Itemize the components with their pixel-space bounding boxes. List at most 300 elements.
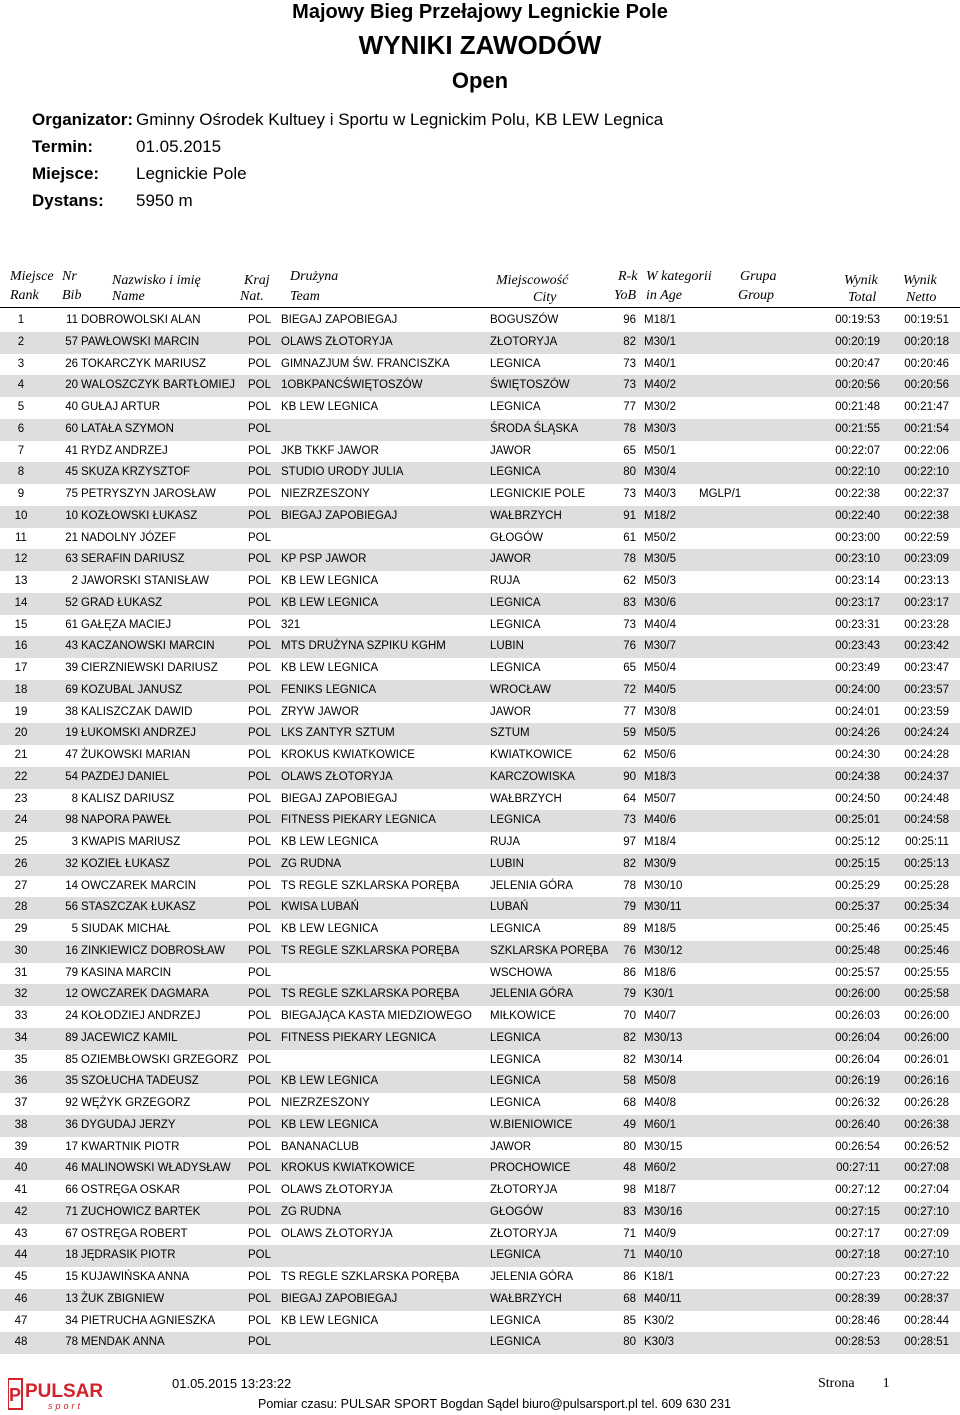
table-row: [0, 745, 960, 767]
name-cell: GUŁAJ ARTUR: [81, 401, 161, 413]
total-time-cell: 00:24:30: [835, 749, 880, 761]
team-cell: BIEGAJ ZAPOBIEGAJ: [281, 1292, 398, 1305]
bib-cell: 92: [65, 1097, 78, 1109]
city-cell: SZKLARSKA PORĘBA: [490, 944, 609, 957]
header-total-pl: Wynik: [844, 273, 878, 288]
name-cell: WALOSZCZYK BARTŁOMIEJ: [81, 379, 235, 392]
netto-time-cell: 00:25:45: [904, 923, 949, 935]
page-label: Strona: [818, 1376, 855, 1391]
nat-cell: POL: [248, 1162, 272, 1175]
table-row: [0, 354, 960, 376]
nat-cell: POL: [248, 1031, 272, 1044]
netto-time-cell: 00:23:47: [904, 662, 949, 674]
header-group-en: Group: [738, 288, 775, 303]
city-cell: JAWOR: [490, 705, 532, 718]
netto-time-cell: 00:21:47: [904, 401, 949, 413]
bib-cell: 52: [65, 596, 78, 609]
yob-cell: 72: [623, 683, 636, 696]
header-yob-pl: R-k: [618, 269, 638, 284]
city-cell: JELENIA GÓRA: [490, 1271, 574, 1283]
nat-cell: POL: [248, 901, 272, 914]
header-netto-en: Netto: [906, 290, 937, 305]
yob-cell: 86: [623, 966, 636, 979]
yob-cell: 80: [623, 466, 636, 479]
total-time-cell: 00:25:37: [835, 901, 880, 914]
bib-cell: 8: [71, 792, 78, 805]
table-row: [0, 919, 960, 941]
age-category-cell: M30/11: [644, 901, 682, 914]
bib-cell: 67: [65, 1227, 78, 1240]
rank-cell: 38: [14, 1118, 28, 1131]
total-time-cell: 00:23:10: [835, 553, 880, 566]
rank-cell: 44: [14, 1249, 28, 1262]
rank-cell: 12: [14, 553, 28, 566]
netto-time-cell: 00:27:10: [904, 1249, 949, 1262]
name-cell: GRAD ŁUKASZ: [81, 596, 163, 609]
bib-cell: 85: [65, 1053, 78, 1066]
distance-value: 5950 m: [136, 191, 193, 210]
yob-cell: 79: [623, 901, 636, 914]
name-cell: KOZIEŁ ŁUKASZ: [81, 857, 170, 870]
name-cell: OWCZAREK DAGMARA: [81, 988, 209, 1001]
nat-cell: POL: [248, 357, 272, 370]
bib-cell: 3: [71, 836, 78, 848]
total-time-cell: 00:23:00: [835, 531, 880, 544]
header-total-en: Total: [848, 290, 877, 305]
name-cell: KUJAWIŃSKA ANNA: [81, 1271, 190, 1283]
total-time-cell: 00:21:48: [835, 401, 880, 413]
table-row: [0, 310, 960, 332]
bib-cell: 38: [65, 705, 78, 718]
name-cell: JAWORSKI STANISŁAW: [81, 575, 210, 587]
table-row: [0, 810, 960, 832]
total-time-cell: 00:27:17: [835, 1227, 880, 1240]
nat-cell: POL: [248, 1314, 272, 1327]
rank-cell: 45: [14, 1271, 28, 1283]
yob-cell: 91: [623, 509, 636, 522]
team-cell: KROKUS KWIATKOWICE: [281, 749, 415, 761]
yob-cell: 73: [623, 357, 636, 370]
bib-cell: 16: [65, 944, 78, 957]
header-rank-en: Rank: [10, 288, 39, 303]
page-footer: [0, 1373, 960, 1415]
logo-subtext: sport: [48, 1401, 84, 1411]
total-time-cell: 00:26:04: [835, 1053, 880, 1066]
total-time-cell: 00:26:54: [835, 1140, 880, 1153]
age-category-cell: M50/1: [644, 444, 676, 457]
name-cell: PAWŁOWSKI MARCIN: [81, 335, 200, 348]
nat-cell: POL: [248, 1010, 272, 1022]
bib-cell: 19: [65, 727, 78, 740]
netto-time-cell: 00:24:24: [904, 727, 949, 740]
city-cell: ŚRODA ŚLĄSKA: [490, 422, 579, 435]
rank-cell: 11: [15, 531, 27, 544]
rank-cell: 8: [17, 466, 25, 479]
header-team-en: Team: [290, 289, 320, 304]
table-row: [0, 963, 960, 985]
rank-cell: 27: [14, 879, 28, 892]
logo-wordmark: PULSAR: [25, 1381, 104, 1402]
name-cell: SKUZA KRZYSZTOF: [81, 466, 191, 479]
name-cell: LATAŁA SZYMON: [81, 422, 174, 435]
rank-cell: 29: [14, 923, 28, 935]
name-cell: KACZANOWSKI MARCIN: [81, 640, 215, 653]
yob-cell: 90: [623, 770, 636, 783]
total-time-cell: 00:27:18: [835, 1249, 880, 1262]
city-cell: ZŁOTORYJA: [490, 335, 558, 348]
nat-cell: POL: [248, 1336, 272, 1349]
nat-cell: POL: [248, 923, 272, 935]
total-time-cell: 00:25:29: [835, 879, 880, 892]
nat-cell: POL: [248, 575, 272, 587]
age-category-cell: M40/10: [644, 1249, 683, 1262]
name-cell: SZOŁUCHA TADEUSZ: [81, 1075, 199, 1088]
bib-cell: 43: [65, 640, 78, 653]
city-cell: LEGNICA: [490, 1249, 541, 1262]
nat-cell: POL: [248, 1271, 272, 1283]
total-time-cell: 00:28:46: [835, 1314, 880, 1327]
yob-cell: 83: [623, 1205, 636, 1218]
age-category-cell: M40/3: [644, 488, 676, 500]
city-cell: SZTUM: [490, 727, 530, 740]
table-row: [0, 1071, 960, 1093]
bib-cell: 60: [65, 422, 78, 435]
netto-time-cell: 00:22:10: [904, 466, 949, 479]
nat-cell: POL: [248, 1227, 272, 1240]
yob-cell: 73: [623, 379, 636, 392]
city-cell: JAWOR: [490, 444, 532, 457]
nat-cell: POL: [248, 749, 272, 761]
total-time-cell: 00:24:26: [835, 727, 880, 740]
name-cell: KOZUBAL JANUSZ: [81, 683, 183, 696]
yob-cell: 73: [623, 488, 636, 500]
age-category-cell: M18/6: [644, 966, 676, 979]
bib-cell: 75: [65, 488, 78, 500]
netto-time-cell: 00:22:38: [904, 509, 949, 522]
nat-cell: POL: [248, 1140, 272, 1153]
table-row: [0, 789, 960, 811]
table-row: [0, 1158, 960, 1180]
total-time-cell: 00:20:56: [835, 379, 880, 392]
date-label: Termin:: [32, 137, 94, 156]
total-time-cell: 00:25:12: [835, 836, 880, 848]
age-category-cell: M50/6: [644, 749, 676, 761]
netto-time-cell: 00:27:10: [904, 1205, 949, 1218]
age-category-cell: M30/15: [644, 1140, 683, 1153]
nat-cell: POL: [248, 966, 272, 979]
total-time-cell: 00:27:12: [835, 1184, 880, 1196]
netto-time-cell: 00:26:38: [904, 1118, 949, 1131]
bib-cell: 54: [65, 770, 78, 783]
name-cell: DYGUDAJ JERZY: [81, 1118, 176, 1131]
city-cell: ZŁOTORYJA: [490, 1184, 558, 1196]
city-cell: LUBAŃ: [490, 901, 529, 914]
netto-time-cell: 00:26:00: [904, 1010, 949, 1022]
total-time-cell: 00:26:40: [835, 1118, 880, 1131]
total-time-cell: 00:24:00: [835, 683, 880, 696]
rank-cell: 21: [14, 749, 28, 761]
team-cell: GIMNAZJUM ŚW. FRANCISZKA: [281, 357, 450, 370]
team-cell: ZG RUDNA: [281, 857, 342, 870]
nat-cell: POL: [248, 553, 272, 566]
team-cell: KB LEW LEGNICA: [281, 836, 379, 848]
nat-cell: POL: [248, 466, 272, 479]
bib-cell: 79: [65, 966, 78, 979]
netto-time-cell: 00:27:22: [904, 1271, 949, 1283]
nat-cell: POL: [248, 531, 272, 544]
rank-cell: 39: [14, 1140, 28, 1153]
name-cell: NADOLNY JÓZEF: [81, 531, 176, 544]
team-cell: KP PSP JAWOR: [281, 553, 367, 566]
rank-cell: 19: [14, 705, 28, 718]
nat-cell: POL: [248, 488, 272, 500]
bib-cell: 46: [65, 1162, 78, 1175]
name-cell: GAŁĘZA MACIEJ: [81, 618, 172, 631]
name-cell: SIUDAK MICHAŁ: [81, 923, 171, 935]
bib-cell: 78: [65, 1336, 78, 1349]
team-cell: 1OBKPANCŚWIĘTOSZÓW: [281, 379, 423, 392]
age-category-cell: M50/5: [644, 727, 676, 740]
table-row: [0, 984, 960, 1006]
city-cell: LEGNICA: [490, 1314, 541, 1327]
name-cell: KWARTNIK PIOTR: [81, 1140, 180, 1153]
nat-cell: POL: [248, 1292, 272, 1305]
bib-cell: 21: [65, 531, 78, 544]
bib-cell: 40: [65, 401, 78, 413]
city-cell: LEGNICA: [490, 923, 541, 935]
table-row: [0, 1202, 960, 1224]
nat-cell: POL: [248, 314, 272, 326]
team-cell: TS REGLE SZKLARSKA PORĘBA: [281, 988, 460, 1001]
nat-cell: POL: [248, 1249, 272, 1262]
name-cell: KOZŁOWSKI ŁUKASZ: [81, 509, 198, 522]
city-cell: KARCZOWISKA: [490, 770, 575, 783]
yob-cell: 82: [623, 857, 636, 870]
nat-cell: POL: [248, 683, 272, 696]
city-cell: RUJA: [490, 836, 521, 848]
organizer-label: Organizator:: [32, 110, 134, 129]
age-category-cell: M30/10: [644, 879, 683, 892]
yob-cell: 49: [623, 1118, 636, 1131]
yob-cell: 65: [623, 662, 636, 674]
table-row: [0, 1180, 960, 1202]
yob-cell: 71: [623, 1227, 636, 1240]
name-cell: OSTRĘGA OSKAR: [81, 1184, 181, 1196]
city-cell: JAWOR: [490, 553, 532, 566]
city-cell: PROCHOWICE: [490, 1162, 571, 1175]
team-cell: OLAWS ZŁOTORYJA: [281, 770, 393, 783]
rank-cell: 25: [14, 836, 28, 848]
nat-cell: POL: [248, 422, 272, 435]
total-time-cell: 00:26:03: [835, 1010, 880, 1022]
table-row: [0, 636, 960, 658]
name-cell: ZUCHOWICZ BARTEK: [81, 1205, 201, 1218]
total-time-cell: 00:25:48: [835, 944, 880, 957]
team-cell: BIEGAJĄCA KASTA MIEDZIOWEGO: [281, 1010, 472, 1022]
age-category-cell: M40/9: [644, 1227, 676, 1240]
team-cell: NIEZRZESZONY: [281, 488, 370, 500]
team-cell: STUDIO URODY JULIA: [281, 466, 404, 479]
table-row: [0, 1224, 960, 1246]
rank-cell: 24: [14, 814, 28, 827]
team-cell: FITNESS PIEKARY LEGNICA: [281, 814, 436, 827]
nat-cell: POL: [248, 770, 272, 783]
rank-cell: 10: [14, 509, 28, 522]
age-category-cell: K30/1: [644, 988, 675, 1001]
table-row: [0, 528, 960, 550]
netto-time-cell: 00:25:55: [904, 966, 949, 979]
yob-cell: 82: [623, 1053, 636, 1066]
table-row: [0, 419, 960, 441]
header-bib-en: Bib: [62, 288, 82, 303]
table-header: [0, 264, 960, 310]
netto-time-cell: 00:26:52: [904, 1140, 949, 1153]
total-time-cell: 00:24:50: [835, 792, 880, 805]
name-cell: SERAFIN DARIUSZ: [81, 553, 185, 566]
nat-cell: POL: [248, 444, 272, 457]
name-cell: KOŁODZIEJ ANDRZEJ: [81, 1010, 201, 1022]
city-cell: JELENIA GÓRA: [490, 988, 574, 1001]
nat-cell: POL: [248, 618, 272, 631]
age-category-cell: M50/3: [644, 575, 676, 587]
rank-cell: 28: [14, 901, 28, 914]
total-time-cell: 00:28:39: [835, 1292, 880, 1305]
yob-cell: 58: [623, 1075, 636, 1088]
team-cell: ZRYW JAWOR: [281, 705, 359, 718]
table-row: [0, 1093, 960, 1115]
age-category-cell: M30/8: [644, 705, 676, 718]
city-cell: LEGNICA: [490, 1336, 541, 1349]
age-category-cell: M40/11: [644, 1292, 682, 1305]
table-row: [0, 1028, 960, 1050]
city-cell: KWIATKOWICE: [490, 749, 573, 761]
name-cell: TOKARCZYK MARIUSZ: [81, 357, 207, 370]
age-category-cell: K30/2: [644, 1314, 675, 1327]
distance-label: Dystans:: [32, 191, 104, 210]
total-time-cell: 00:22:40: [835, 509, 880, 522]
yob-cell: 97: [623, 836, 636, 848]
bib-cell: 61: [65, 618, 78, 631]
rank-cell: 30: [14, 944, 28, 957]
name-cell: STASZCZAK ŁUKASZ: [81, 901, 196, 914]
age-category-cell: M30/7: [644, 640, 676, 653]
netto-time-cell: 00:23:42: [904, 640, 949, 653]
age-category-cell: M40/2: [644, 379, 676, 392]
pulsar-logo: [8, 1377, 114, 1411]
age-category-cell: K18/1: [644, 1271, 675, 1283]
total-time-cell: 00:25:57: [835, 966, 880, 979]
rank-cell: 22: [14, 770, 28, 783]
age-category-cell: M50/2: [644, 531, 676, 544]
rank-cell: 14: [14, 596, 28, 609]
yob-cell: 62: [623, 749, 636, 761]
name-cell: PETRYSZYN JAROSŁAW: [81, 488, 216, 500]
yob-cell: 80: [623, 1336, 636, 1349]
rank-cell: 37: [14, 1097, 28, 1109]
city-cell: LEGNICA: [490, 596, 541, 609]
total-time-cell: 00:20:47: [835, 357, 880, 370]
nat-cell: POL: [248, 379, 272, 392]
nat-cell: POL: [248, 836, 272, 848]
bib-cell: 56: [65, 901, 78, 914]
age-category-cell: M60/2: [644, 1162, 676, 1175]
name-cell: NAPORA PAWEŁ: [81, 814, 172, 827]
rank-cell: 4: [17, 379, 25, 392]
yob-cell: 59: [623, 727, 636, 740]
team-cell: NIEZRZESZONY: [281, 1097, 370, 1109]
bib-cell: 34: [65, 1314, 78, 1327]
yob-cell: 65: [623, 444, 636, 457]
rank-cell: 48: [14, 1336, 28, 1349]
yob-cell: 68: [623, 1097, 636, 1109]
bib-cell: 13: [65, 1292, 78, 1305]
yob-cell: 61: [623, 531, 636, 544]
netto-time-cell: 00:26:28: [904, 1097, 949, 1109]
city-cell: LEGNICA: [490, 814, 541, 827]
category-title: Open: [451, 68, 509, 93]
city-cell: RUJA: [490, 575, 521, 587]
nat-cell: POL: [248, 1184, 272, 1196]
nat-cell: POL: [248, 1118, 272, 1131]
header-cat-en: in Age: [646, 288, 682, 303]
total-time-cell: 00:27:23: [835, 1271, 880, 1283]
table-row: [0, 854, 960, 876]
yob-cell: 62: [623, 575, 636, 587]
total-time-cell: 00:26:00: [835, 988, 880, 1001]
team-cell: BIEGAJ ZAPOBIEGAJ: [281, 509, 398, 522]
total-time-cell: 00:26:19: [835, 1075, 880, 1088]
age-category-cell: M40/5: [644, 683, 676, 696]
yob-cell: 78: [623, 879, 636, 892]
total-time-cell: 00:19:53: [835, 314, 880, 326]
table-row: [0, 897, 960, 919]
netto-time-cell: 00:27:04: [904, 1184, 949, 1196]
table-row: [0, 1006, 960, 1028]
netto-time-cell: 00:22:59: [904, 531, 949, 544]
age-category-cell: M30/1: [644, 335, 676, 348]
bib-cell: 69: [65, 683, 78, 696]
city-cell: WROCŁAW: [490, 683, 551, 696]
nat-cell: POL: [248, 1053, 272, 1066]
yob-cell: 77: [623, 401, 636, 413]
yob-cell: 82: [623, 1031, 636, 1044]
age-category-cell: M40/4: [644, 618, 676, 631]
nat-cell: POL: [248, 857, 272, 870]
yob-cell: 77: [623, 705, 636, 718]
page-indicator: [818, 1376, 890, 1392]
netto-time-cell: 00:26:00: [904, 1031, 949, 1044]
city-cell: LEGNICA: [490, 401, 541, 413]
bib-cell: 26: [65, 357, 78, 370]
page-number: 1: [882, 1376, 890, 1391]
table-row: [0, 615, 960, 637]
city-cell: GŁOGÓW: [490, 531, 544, 544]
rank-cell: 3: [17, 357, 25, 370]
netto-time-cell: 00:23:13: [904, 575, 949, 587]
city-cell: MIŁKOWICE: [490, 1010, 556, 1022]
yob-cell: 78: [623, 553, 636, 566]
city-cell: LEGNICA: [490, 1097, 541, 1109]
netto-time-cell: 00:23:59: [904, 705, 949, 718]
bib-cell: 63: [65, 553, 78, 566]
header-bib-pl: Nr: [62, 269, 77, 284]
age-category-cell: M40/6: [644, 814, 676, 827]
age-category-cell: M50/7: [644, 792, 676, 805]
bib-cell: 32: [65, 857, 78, 870]
netto-time-cell: 00:24:48: [904, 792, 949, 805]
rank-cell: 16: [14, 640, 28, 653]
netto-time-cell: 00:25:13: [904, 857, 949, 870]
